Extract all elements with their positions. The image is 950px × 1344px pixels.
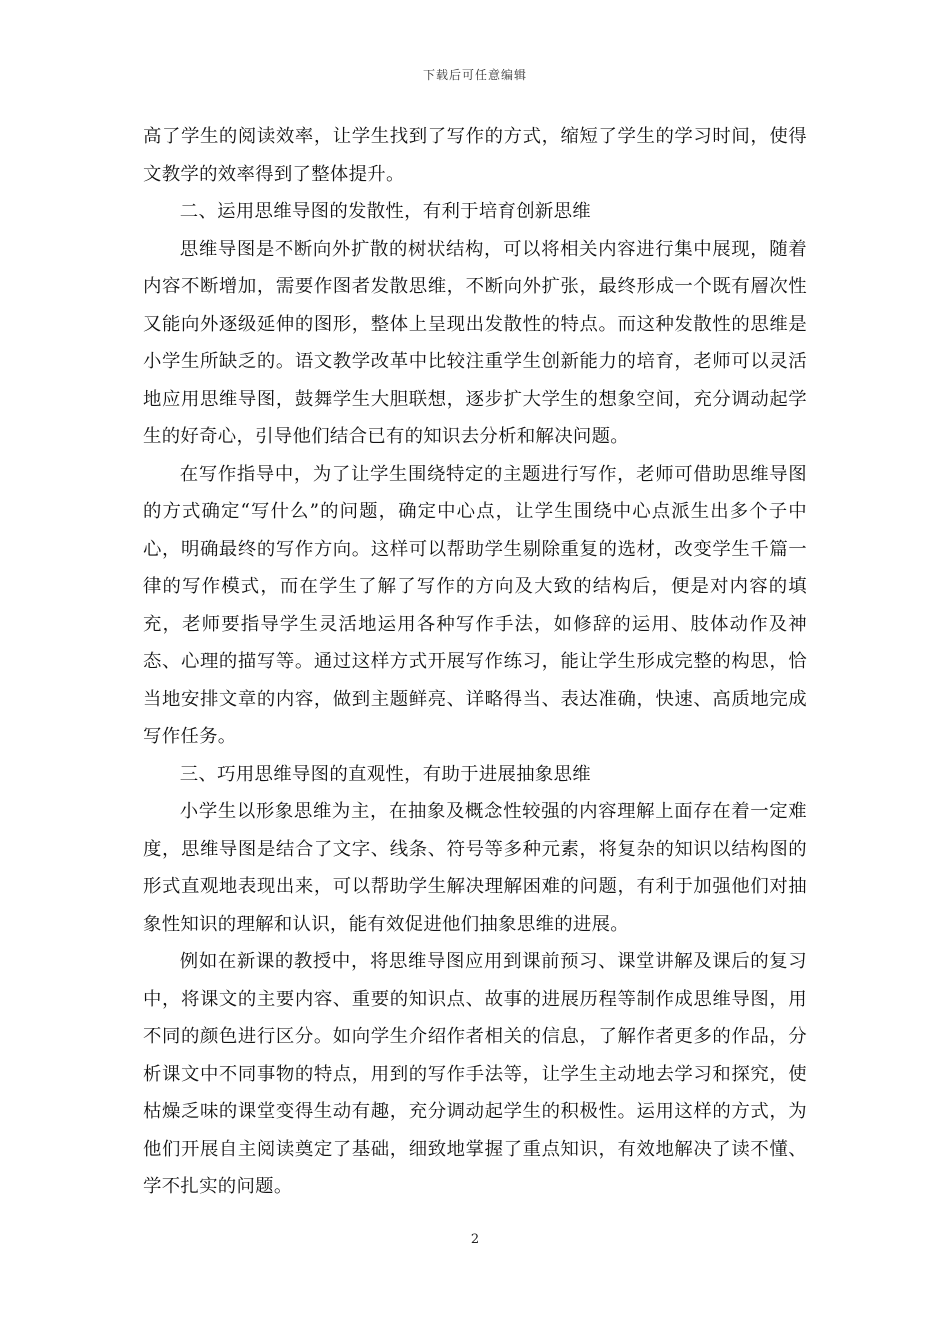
- paragraph: 例如在新课的教授中，将思维导图应用到课前预习、课堂讲解及课后的复习中，将课文的主要内容、重要的知识点、故事的进展历程等制作成思维导图，用不同的颜色进行区分。如向学生介绍作者相关的信息，了解作者更多的作品，分析课文中不同事物的特点，用到的写作手法等，让学生主动地去学习和探究，使枯燥乏味的课堂变得生动有趣，充分调动起学生的积极性。运用这样的方式，为他们开展自主阅读奠定了基础，细致地掌握了重点知识，有效地解决了读不懂、学不扎实的问题。: [143, 951, 807, 1197]
- page-header: 下载后可任意编辑: [422, 68, 527, 82]
- paragraph-continued: 高了学生的阅读效率，让学生找到了写作的方式，缩短了学生的学习时间，使得文教学的效率得到了整体提升。: [143, 126, 807, 185]
- paragraph: 在写作指导中，为了让学生围绕特定的主题进行写作，老师可借助思维导图的方式确定“写什么”的问题，确定中心点，让学生围绕中心点派生出多个子中心，明确最终的写作方向。这样可以帮助学生剔除重复的选材，改变学生千篇一律的写作模式，而在学生了解了写作的方向及大致的结构后，便是对内容的填充，老师要指导学生灵活地运用各种写作手法，如修辞的运用、肢体动作及神态、心理的描写等。通过这样方式开展写作练习，能让学生形成完整的构思，恰当地安排文章的内容，做到主题鲜亮、详略得当、表达准确，快速、高质地完成写作任务。: [143, 463, 807, 747]
- paragraph: 小学生以形象思维为主，在抽象及概念性较强的内容理解上面存在着一定难度，思维导图是结合了文字、线条、符号等多种元素，将复杂的知识以结构图的形式直观地表现出来，可以帮助学生解决理解困难的问题，有利于加强他们对抽象性知识的理解和认识，能有效促进他们抽象思维的进展。: [143, 801, 807, 935]
- section-heading-2: 二、运用思维导图的发散性，有利于培育创新思维: [179, 201, 591, 222]
- section-heading-3: 三、巧用思维导图的直观性，有助于进展抽象思维: [179, 763, 591, 785]
- page-number: 2: [470, 1232, 480, 1247]
- document-body: [143, 118, 807, 1206]
- paragraph: 思维导图是不断向外扩散的树状结构，可以将相关内容进行集中展现，随着内容不断增加，需要作图者发散思维，不断向外扩张，最终形成一个既有層次性又能向外逐级延伸的图形，整体上呈现出发散性的特点。而这种发散性的思维是小学生所缺乏的。语文教学改革中比较注重学生创新能力的培育，老师可以灵活地应用思维导图，鼓舞学生大胆联想，逐步扩大学生的想象空间，充分调动起学生的好奇心，引导他们结合已有的知识去分析和解决问题。: [143, 238, 807, 447]
